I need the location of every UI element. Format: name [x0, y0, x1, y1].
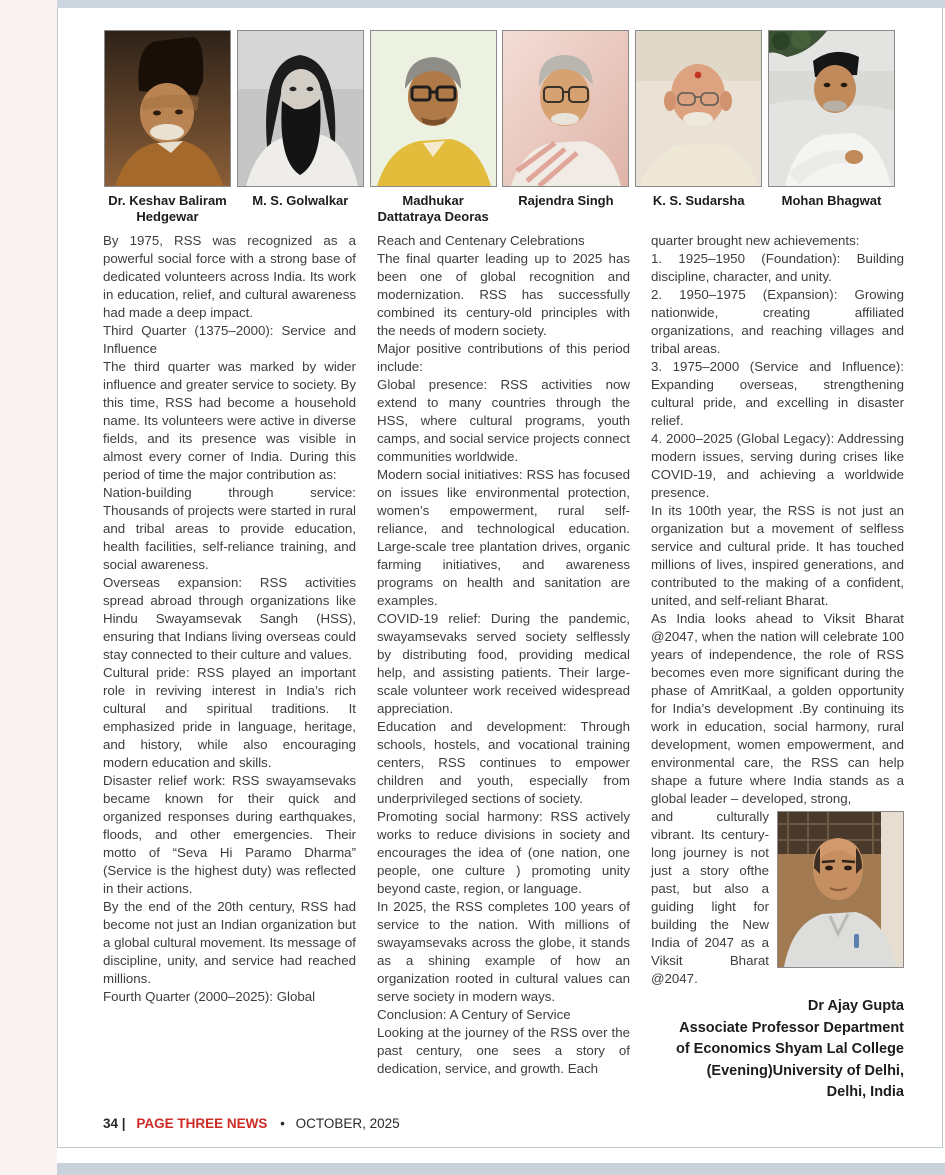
paragraph: Disaster relief work: RSS swayamsevaks became known for their quick and organized responses during earthquakes, floods, and other emergencies. Their motto of “Seva Hi Paramo Dharma” (Service is the highest duty) was reflected in their actions. — [103, 773, 356, 896]
article-column-3 — [651, 232, 904, 1104]
author-title-line: (Evening)University of Delhi, — [706, 1062, 904, 1079]
portrait-caption: Dr. Keshav Baliram Hedgewar — [108, 193, 227, 224]
portrait-photo-bhagwat — [768, 30, 895, 187]
paragraph: 4. 2000–2025 (Global Legacy): Addressing modern issues, serving during crises like COVID-19, and achieving a worldwide presence. — [651, 431, 904, 500]
paragraph: Nation-building through service: Thousands of projects were started in rural and tribal areas to provide education, health facilities, self-reliance training, and social awareness. — [103, 485, 356, 572]
paragraph: 3. 1975–2000 (Service and Influence): Expanding overseas, strengthening cultural pride, and excelling in disaster relief. — [651, 359, 904, 428]
portrait-photo-golwalkar — [237, 30, 364, 187]
portrait-card-golwalkar — [237, 30, 364, 225]
paragraph: Conclusion: A Century of Service — [377, 1007, 571, 1022]
paragraph: Reach and Centenary Celebrations — [377, 233, 585, 248]
left-margin-strip — [0, 0, 57, 1175]
portrait-caption: K. S. Sudarsha — [652, 193, 745, 208]
paragraph: 2. 1950–1975 (Expansion): Growing nationwide, creating affiliated organizations, and reaching villages and tribal areas. — [651, 287, 904, 356]
paragraph: Fourth Quarter (2000–2025): Global — [103, 989, 316, 1004]
paragraph: Education and development: Through schools, hostels, and vocational training centers, RSS continues to empower children and youth, especially from underprivileged sections of society. — [377, 719, 630, 806]
article-body — [103, 232, 904, 1104]
portrait-card-hedgewar — [104, 30, 231, 225]
portrait-caption: Mohan Bhagwat — [781, 193, 882, 208]
publication-name: PAGE THREE NEWS — [136, 1116, 268, 1131]
portrait-photo-hedgewar — [104, 30, 231, 187]
author-name: Dr Ajay Gupta — [807, 998, 904, 1014]
portrait-row — [104, 30, 895, 225]
top-edge-strip — [57, 0, 945, 8]
paragraph: Overseas expansion: RSS activities spread abroad through organizations like Hindu Swayamsevak Sangh (HSS), ensuring that Indians living overseas could stay connected to their culture and values. — [103, 575, 356, 662]
paragraph: COVID-19 relief: During the pandemic, swayamsevaks served society selflessly by distributing food, providing medical help, and assisting patients. Their large-scale volunteer work received widespread appreciation. — [377, 611, 630, 716]
bottom-edge-strip — [57, 1163, 945, 1175]
page-footer — [103, 1116, 400, 1131]
author-byline — [651, 996, 904, 1104]
paragraph: Major positive contributions of this period include: — [377, 341, 630, 374]
paragraph: As India looks ahead to Viksit Bharat @2047, when the nation will celebrate 100 years of independence, the role of RSS becomes even more significant during the phase of AmritKaal, a golden opportunity for India’s development .By continuing its work in education, social harmony, rural development, women empowerment, and environmental care, the RSS can help shape a future where India stands as a global leader – developed, strong, — [651, 611, 904, 806]
author-photo-ajay-gupta — [777, 811, 904, 968]
portrait-photo-sudarsha — [635, 30, 762, 187]
paragraph: In its 100th year, the RSS is not just an organization but a movement of selfless service and cultural pride. It has touched millions of lives, inspired generations, and contributed to the making of a confident, united, and self-reliant Bharat. — [651, 503, 904, 608]
paragraph: Looking at the journey of the RSS over the past century, one sees a story of dedication, service, and growth. Each — [377, 1025, 630, 1076]
paragraph: quarter brought new achievements: — [651, 233, 860, 248]
portrait-card-deoras — [370, 30, 497, 225]
portrait-photo-rajendra-singh — [502, 30, 629, 187]
footer-separator-dot: • — [280, 1116, 285, 1131]
portrait-photo-deoras — [370, 30, 497, 187]
author-title-line: of Economics Shyam Lal College — [675, 1041, 904, 1057]
article-page — [57, 8, 943, 1148]
portrait-caption: Madhukar Dattatraya Deoras — [377, 193, 489, 224]
paragraph: 1. 1925–1950 (Foundation): Building discipline, character, and unity. — [651, 251, 904, 284]
paragraph: By the end of the 20th century, RSS had become not just an Indian organization but a global cultural movement. Its message of discipline, unity, and service had reached millions. — [103, 899, 356, 986]
portrait-caption: M. S. Golwalkar — [252, 193, 349, 208]
paragraph: By 1975, RSS was recognized as a powerful social force with a strong base of dedicated volunteers across India. Its work in education, relief, and cultural awareness had made a deep impact. — [103, 233, 356, 320]
article-column-1 — [103, 232, 356, 1104]
paragraph: The final quarter leading up to 2025 has been one of global recognition and modernization. RSS has successfully combined its century-old principles with the needs of modern society. — [377, 251, 630, 338]
author-title-line: Delhi, India — [826, 1084, 904, 1100]
portrait-card-sudarsha — [635, 30, 762, 225]
page-number: 34 | — [103, 1116, 126, 1131]
paragraph-wrapped: and culturally vibrant. Its century-long journey is not just a story ofthe past, but also a guiding light for building the New India of 2047 as a Viksit Bharat @2047. — [651, 809, 769, 986]
paragraph: In 2025, the RSS completes 100 years of service to the nation. With millions of swayamsevaks across the globe, it stands as a shining example of how an organization rooted in cultural values can serve society in modern ways. — [377, 899, 630, 1004]
paragraph: Modern social initiatives: RSS has focused on issues like environmental protection, women’s empowerment, rural self-reliance, and technological education. Large-scale tree plantation drives, organic farming initiatives, and awareness programs on health and sanitation are examples. — [377, 467, 630, 608]
author-title-line: Associate Professor Department — [679, 1019, 904, 1036]
paragraph: Third Quarter (1375–2000): Service and Influence — [103, 323, 356, 356]
article-column-2 — [377, 232, 630, 1104]
portrait-caption: Rajendra Singh — [518, 193, 614, 208]
paragraph: Global presence: RSS activities now extend to many countries through the HSS, where cultural programs, youth camps, and social service projects connect communities worldwide. — [377, 377, 630, 464]
paragraph: Promoting social harmony: RSS actively works to reduce divisions in society and encourages the idea of (one nation, one people, one culture ) promoting unity beyond caste, region, or language. — [377, 809, 630, 896]
issue-date: OCTOBER, 2025 — [295, 1116, 400, 1131]
paragraph: The third quarter was marked by wider influence and greater service to society. By this time, RSS had become a household name. Its volunteers were active in diverse fields, and its presence was visible in almost every corner of India. During this period of time the major contribution as: — [103, 359, 356, 482]
paragraph: Cultural pride: RSS played an important role in reviving interest in India’s rich cultural and spiritual traditions. It emphasized pride in language, heritage, and history, while also encouraging modern education and skills. — [103, 665, 356, 770]
portrait-card-bhagwat — [768, 30, 895, 225]
portrait-card-rajendra-singh — [502, 30, 629, 225]
